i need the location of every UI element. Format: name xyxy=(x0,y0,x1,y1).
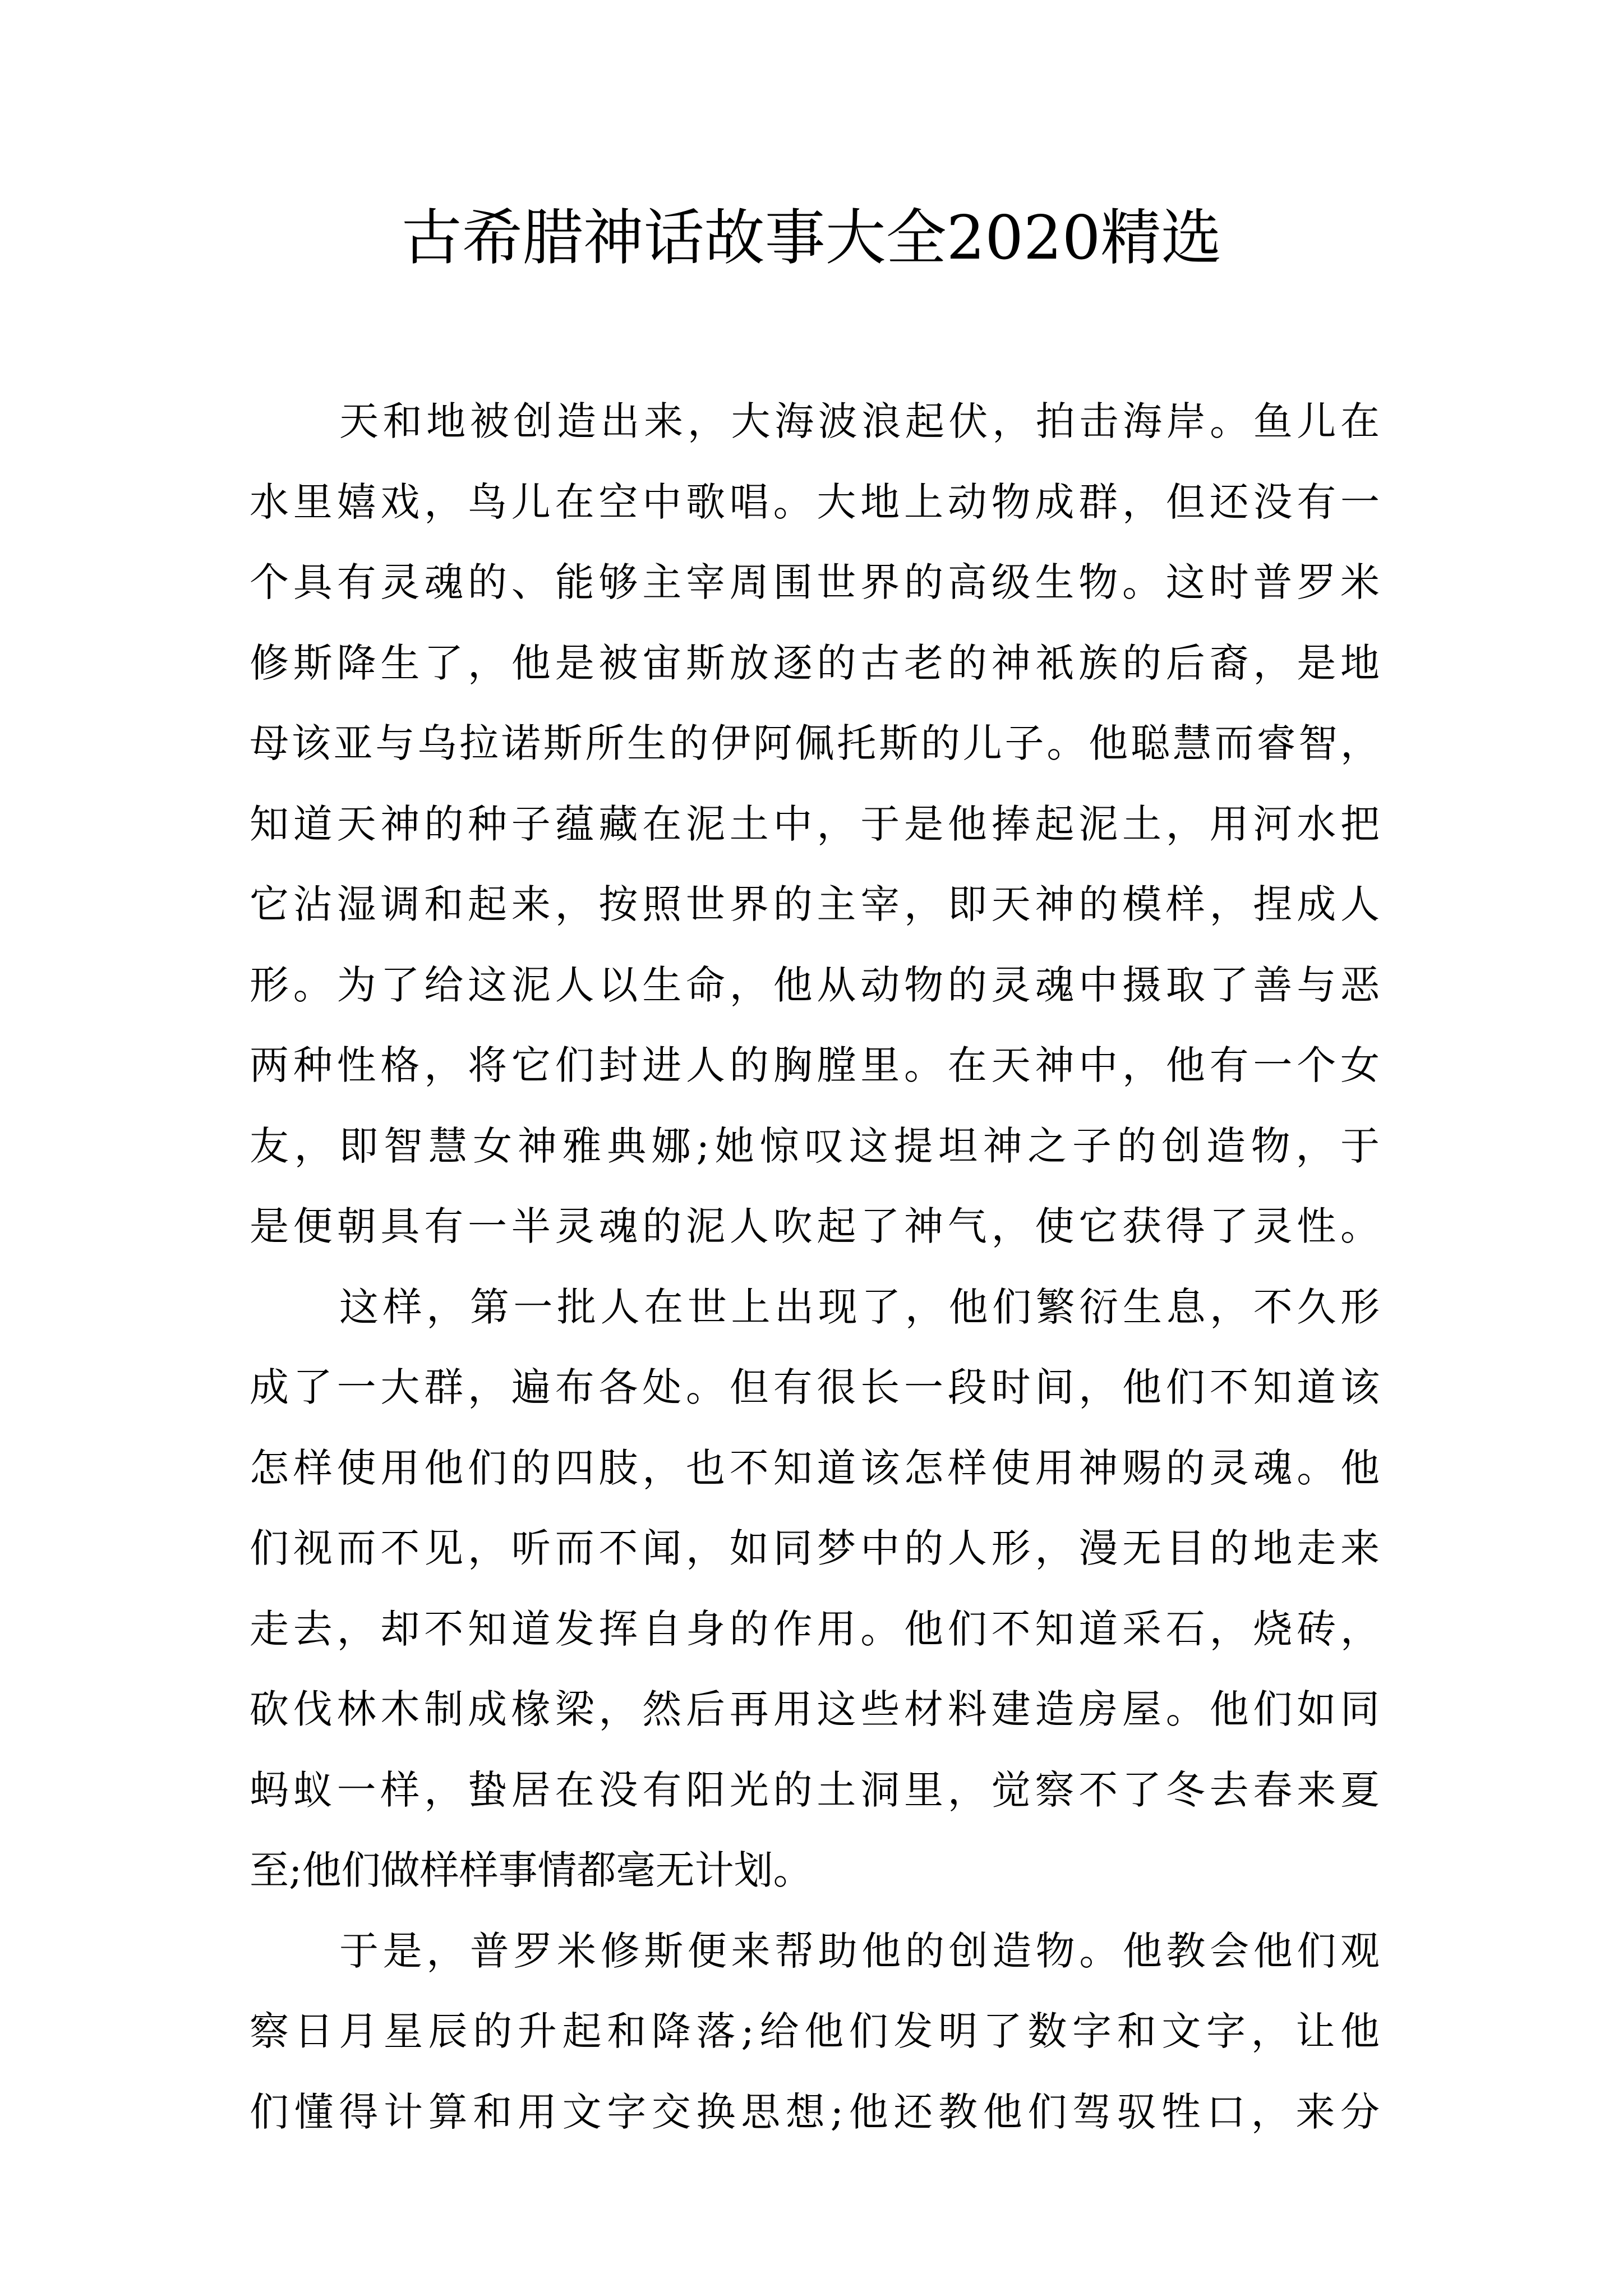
paragraph-1-line-11: 是便朝具有一半灵魂的泥人吹起了神气，使它获得了灵性。 xyxy=(250,1203,1380,1249)
paragraph-3-line-3: 们懂得计算和用文字交换思想;他还教他们驾驭牲口，来分 xyxy=(250,2088,1380,2135)
paragraph-2-line-8: 至;他们做样样事情都毫无计划。 xyxy=(250,1847,813,1893)
paragraph-2-line-2: 成了一大群，遍布各处。但有很长一段时间，他们不知道该 xyxy=(250,1364,1380,1410)
paragraph-1-line-2: 水里嬉戏，鸟儿在空中歌唱。大地上动物成群，但还没有一 xyxy=(250,478,1380,525)
paragraph-2-line-4: 们视而不见，听而不闻，如同梦中的人形，漫无目的地走来 xyxy=(250,1525,1380,1571)
paragraph-1-line-3: 个具有灵魂的、能够主宰周围世界的高级生物。这时普罗米 xyxy=(250,559,1380,605)
paragraph-1-line-4: 修斯降生了，他是被宙斯放逐的古老的神衹族的后裔，是地 xyxy=(250,639,1380,686)
paragraph-2-line-7: 蚂蚁一样，蛰居在没有阳光的土洞里，觉察不了冬去春来夏 xyxy=(250,1766,1380,1813)
paragraph-1-line-7: 它沾湿调和起来，按照世界的主宰，即天神的模样，捏成人 xyxy=(250,881,1380,927)
paragraph-1-line-9: 两种性格，将它们封进人的胸膛里。在天神中，他有一个女 xyxy=(250,1042,1380,1088)
paragraph-2-line-3: 怎样使用他们的四肢，也不知道该怎样使用神赐的灵魂。他 xyxy=(250,1444,1380,1491)
paragraph-1-line-5: 母该亚与乌拉诺斯所生的伊阿佩托斯的儿子。他聪慧而睿智， xyxy=(250,720,1380,766)
paragraph-1-line-6: 知道天神的种子蕴藏在泥土中，于是他捧起泥土，用河水把 xyxy=(250,800,1380,847)
paragraph-1-line-10: 友，即智慧女神雅典娜;她惊叹这提坦神之子的创造物，于 xyxy=(250,1122,1380,1169)
document-title: 古希腊神话故事大全2020精选 xyxy=(401,203,1222,273)
paragraph-3-line-1: 于是，普罗米修斯便来帮助他的创造物。他教会他们观 xyxy=(339,1927,1380,1974)
paragraph-1-line-8: 形。为了给这泥人以生命，他从动物的灵魂中摄取了善与恶 xyxy=(250,961,1380,1008)
document-body xyxy=(250,381,1380,2152)
paragraph-1-line-1: 天和地被创造出来，大海波浪起伏，拍击海岸。鱼儿在 xyxy=(339,398,1380,444)
paragraph-2-line-6: 砍伐林木制成椽梁，然后再用这些材料建造房屋。他们如同 xyxy=(250,1686,1380,1732)
paragraph-2-line-5: 走去，却不知道发挥自身的作用。他们不知道采石，烧砖， xyxy=(250,1605,1380,1652)
paragraph-3-line-2: 察日月星辰的升起和降落;给他们发明了数字和文字，让他 xyxy=(250,2008,1380,2054)
paragraph-2-line-1: 这样，第一批人在世上出现了，他们繁衍生息，不久形 xyxy=(339,1283,1380,1330)
